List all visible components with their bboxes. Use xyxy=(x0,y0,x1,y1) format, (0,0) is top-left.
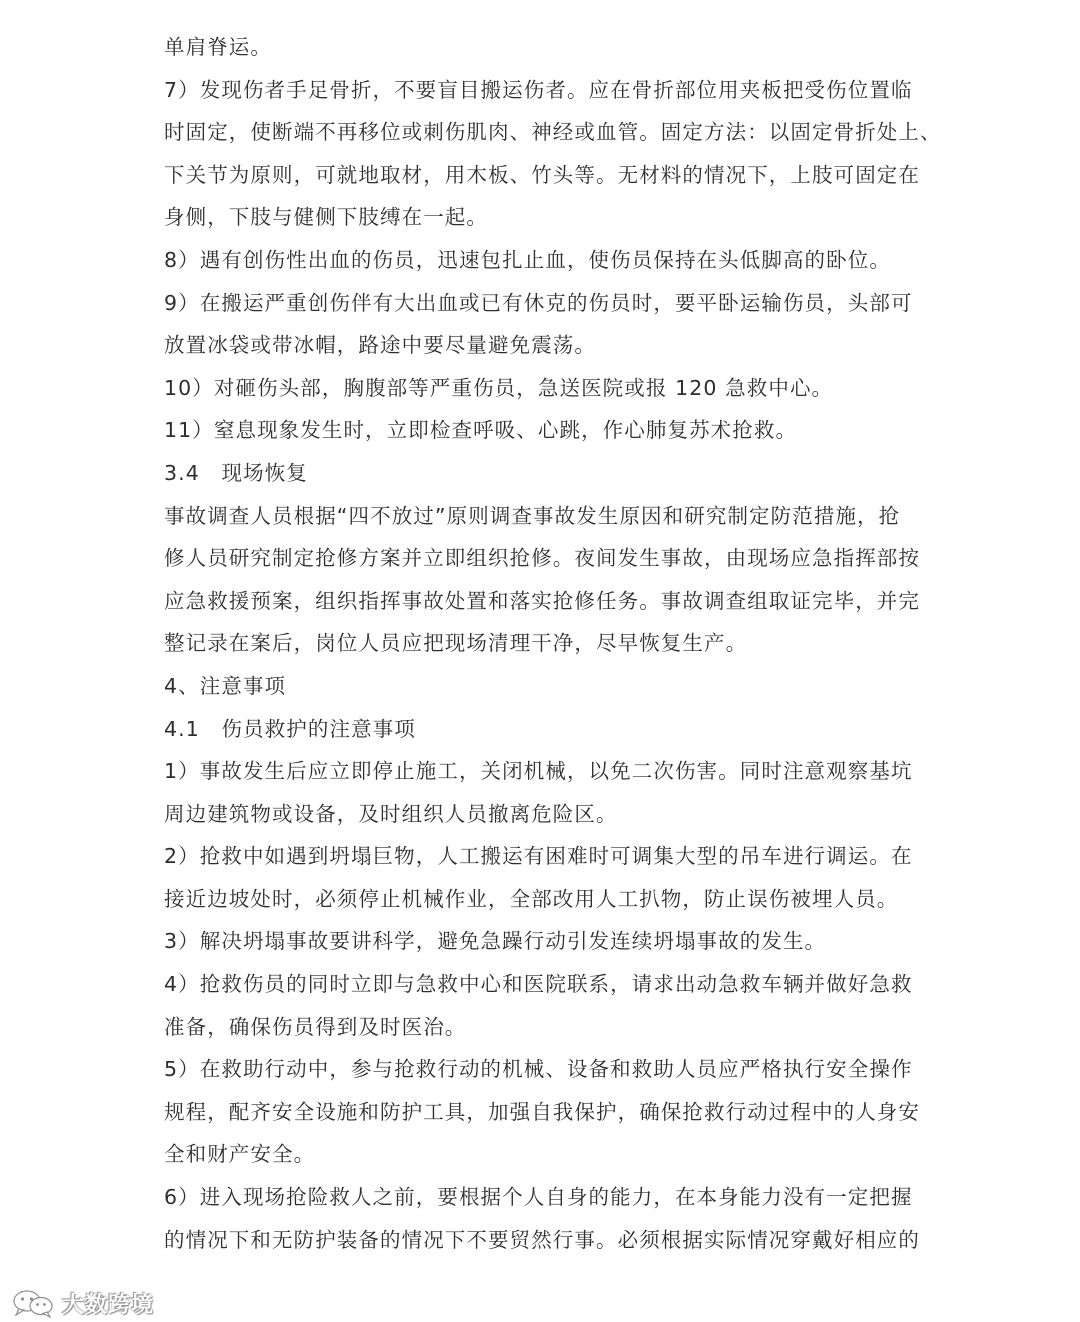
text-line: 规程，配齐安全设施和防护工具，加强自我保护，确保抢救行动过程中的人身安 xyxy=(164,1099,920,1124)
text-line: 6）进入现场抢险救人之前，要根据个人自身的能力，在本身能力没有一定把握 xyxy=(164,1185,913,1210)
text-line: 10）对砸伤头部，胸腹部等严重伤员，急送医院或报 120 急救中心。 xyxy=(164,375,834,400)
text-line: 11）窒息现象发生时，立即检查呼吸、心跳，作心肺复苏术抢救。 xyxy=(164,418,798,443)
text-line: 2）抢救中如遇到坍塌巨物，人工搬运有困难时可调集大型的吊车进行调运。在 xyxy=(164,844,913,869)
text-line: 的情况下和无防护装备的情况下不要贸然行事。必须根据实际情况穿戴好相应的 xyxy=(164,1227,920,1252)
text-line: 单肩脊运。 xyxy=(164,35,272,59)
text-line: 应急救援预案，组织指挥事故处置和落实抢修任务。事故调查组取证完毕，并完 xyxy=(164,588,920,613)
watermark-text: 大数跨境 xyxy=(62,1292,155,1318)
text-line: 周边建筑物或设备，及时组织人员撤离危险区。 xyxy=(164,801,618,826)
text-line: 整记录在案后，岗位人员应把现场清理干净，尽早恢复生产。 xyxy=(164,631,748,656)
section-heading: 3.4 现场恢复 xyxy=(164,460,308,485)
text-line: 4）抢救伤员的同时立即与急救中心和医院联系，请求出动急救车辆并做好急救 xyxy=(164,972,913,997)
text-line: 身侧，下肢与健侧下肢缚在一起。 xyxy=(164,205,488,230)
text-line: 下关节为原则，可就地取材，用木板、竹头等。无材料的情况下，上肢可固定在 xyxy=(164,162,920,187)
text-line: 接近边坡处时，必须停止机械作业，全部改用人工扒物，防止误伤被埋人员。 xyxy=(164,886,899,911)
document-body xyxy=(164,26,942,1261)
text-line: 3）解决坍塌事故要讲科学，避免急躁行动引发连续坍塌事故的发生。 xyxy=(164,929,827,954)
text-line: 5）在救助行动中，参与抢救行动的机械、设备和救助人员应严格执行安全操作 xyxy=(164,1057,913,1082)
text-line: 准备，确保伤员得到及时医治。 xyxy=(164,1014,467,1039)
text-line: 事故调查人员根据“四不放过”原则调查事故发生原因和研究制定防范措施，抢 xyxy=(164,503,901,528)
text-line: 8）遇有创伤性出血的伤员，迅速包扎止血，使伤员保持在头低脚高的卧位。 xyxy=(164,247,891,272)
text-line: 9）在搬运严重创伤伴有大出血或已有休克的伤员时，要平卧运输伤员，头部可 xyxy=(164,290,913,315)
text-line: 全和财产安全。 xyxy=(164,1142,316,1167)
text-line: 7）发现伤者手足骨折，不要盲目搬运伤者。应在骨折部位用夹板把受伤位置临 xyxy=(164,77,913,102)
section-heading: 4、注意事项 xyxy=(164,673,287,698)
subsection-heading: 4.1 伤员救护的注意事项 xyxy=(164,716,416,741)
text-line: 时固定，使断端不再移位或刺伤肌肉、神经或血管。固定方法：以固定骨折处上、 xyxy=(164,120,942,145)
wechat-logo-icon xyxy=(10,1288,56,1318)
watermark xyxy=(10,1286,154,1320)
text-line: 1）事故发生后应立即停止施工，关闭机械，以免二次伤害。同时注意观察基坑 xyxy=(164,759,913,784)
text-line: 放置冰袋或带冰帽，路途中要尽量避免震荡。 xyxy=(164,333,596,358)
text-line: 修人员研究制定抢修方案并立即组织抢修。夜间发生事故，由现场应急指挥部按 xyxy=(164,546,920,571)
